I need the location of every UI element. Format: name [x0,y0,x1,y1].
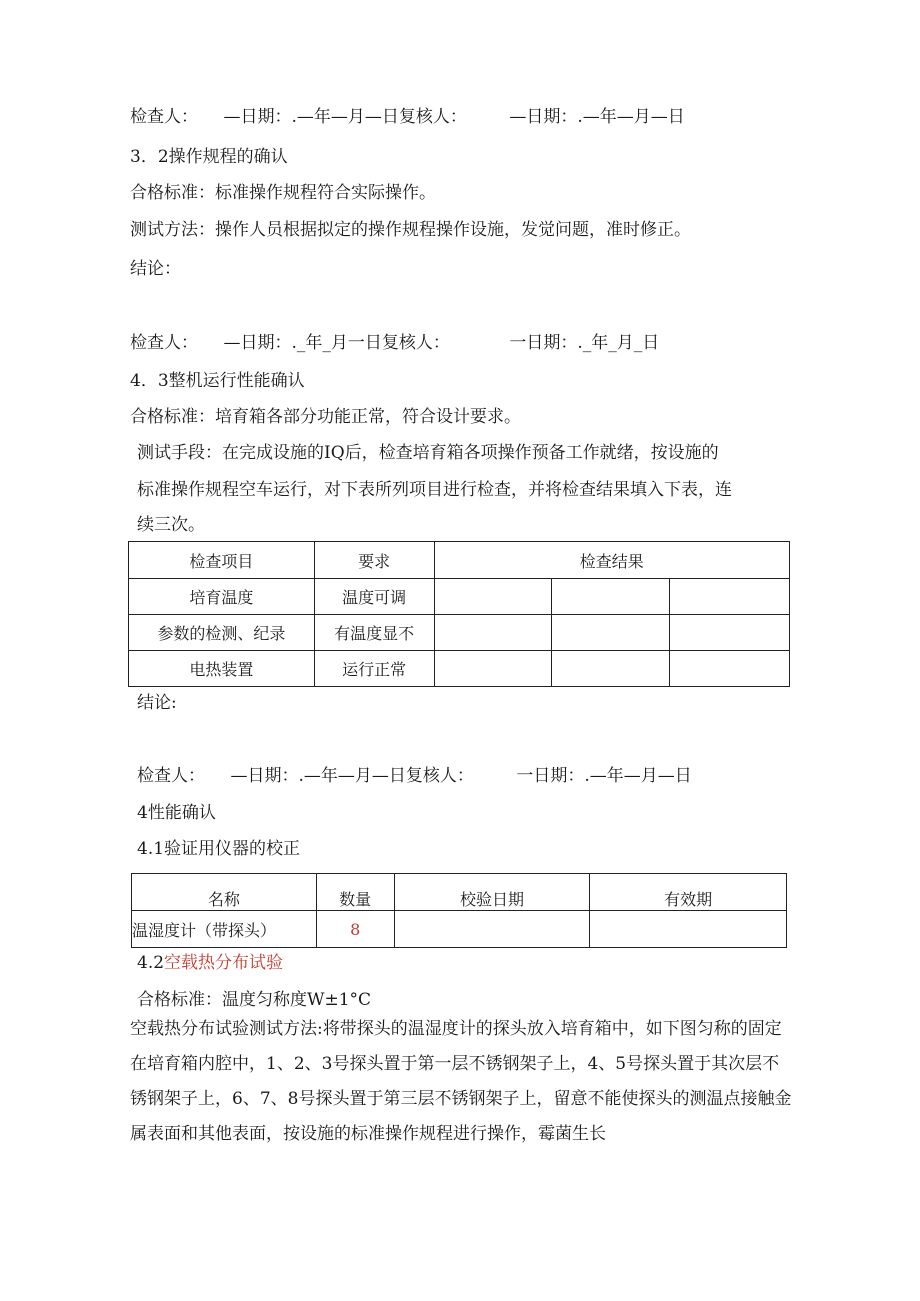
header-calibration-date: 校验日期 [394,874,590,911]
section-4-3-method-line-2: 标准操作规程空车运行，对下表所列项目进行检查，并将检查结果填入下表，连 [137,480,732,500]
section-4-1-title: 4.1验证用仪器的校正 [137,839,301,859]
row-requirement: 有温度显不 [314,615,434,651]
section-4-3-method-line-1: 测试手段：在完成设施的IQ后，检查培育箱各项操作预备工作就绪，按设施的 [137,443,719,463]
header-quantity: 数量 [316,874,394,911]
section-4-2-method: 空载热分布试验测试方法:将带探头的温湿度计的探头放入培育箱中，如下图匀称的固定在培育箱内腔中，1、2、3号探头置于第一层不锈钢架子上，4、5号探头置于其次层不锈钢架子上，6、7、8号探头置于第三层不锈钢架子上，留意不能使探头的测温点接触金属表面和其他表面，按设施的标准操作规程进行操作，霉菌生长 [130,1019,792,1144]
row-requirement: 运行正常 [314,651,434,687]
section-4-3-standard: 合格标准：培育箱各部分功能正常，符合设计要求。 [130,407,521,427]
table-row [129,579,790,615]
table-row [129,615,790,651]
section-4-3-title: 4．3整机运行性能确认 [130,371,305,391]
result-cell[interactable] [670,651,790,687]
result-cell[interactable] [552,651,670,687]
result-cell[interactable] [552,579,670,615]
section-4-2-standard: 合格标准：温度匀称度W±1°C [137,990,372,1010]
validity-cell[interactable] [590,911,787,948]
row-requirement: 温度可调 [314,579,434,615]
section-4-2-title [137,952,283,974]
table-row [132,911,787,948]
section-3-2-title: 3．2操作规程的确认 [130,147,288,167]
header-validity: 有效期 [590,874,787,911]
result-cell[interactable] [670,615,790,651]
section-4-2-number: 4.2 [137,953,165,973]
table-header-row [129,542,790,579]
section-3-2-method: 测试方法：操作人员根据拟定的操作规程操作设施，发觉问题，准时修正。 [130,220,691,240]
inspection-table [128,541,790,687]
section-4-3-method-line-3: 续三次。 [137,515,205,535]
result-cell[interactable] [434,615,552,651]
row-item: 电热装置 [129,651,315,687]
section-4-title: 4性能确认 [137,803,216,823]
instrument-table [131,873,787,948]
calibration-date-cell[interactable] [394,911,590,948]
result-cell[interactable] [552,615,670,651]
table-header-row [132,874,787,911]
signature-line-3: 检查人： —日期：.—年—月—日复核人： 一日期：.—年—月—日 [137,766,692,786]
section-4-3-conclusion: 结论: [137,693,177,713]
result-cell[interactable] [670,579,790,615]
row-item: 培育温度 [129,579,315,615]
instrument-quantity: 8 [316,911,394,948]
header-name: 名称 [132,874,317,911]
header-inspection-result: 检查结果 [434,542,789,579]
section-4-2-title-text: 空载热分布试验 [164,953,284,973]
instrument-name: 温湿度计（带探头） [132,911,317,948]
result-cell[interactable] [434,651,552,687]
signature-line-2: 检查人： —日期：._年_月一日复核人： 一日期：._年_月_日 [130,333,660,353]
signature-line-1: 检查人： —日期：.—年—月—日复核人： —日期：.—年—月—日 [130,107,685,127]
result-cell[interactable] [434,579,552,615]
row-item: 参数的检测、纪录 [129,615,315,651]
header-inspection-item: 检查项目 [129,542,315,579]
section-3-2-standard: 合格标准：标准操作规程符合实际操作。 [130,183,436,203]
table-row [129,651,790,687]
section-3-2-conclusion: 结论： [130,259,181,279]
header-requirement: 要求 [314,542,434,579]
